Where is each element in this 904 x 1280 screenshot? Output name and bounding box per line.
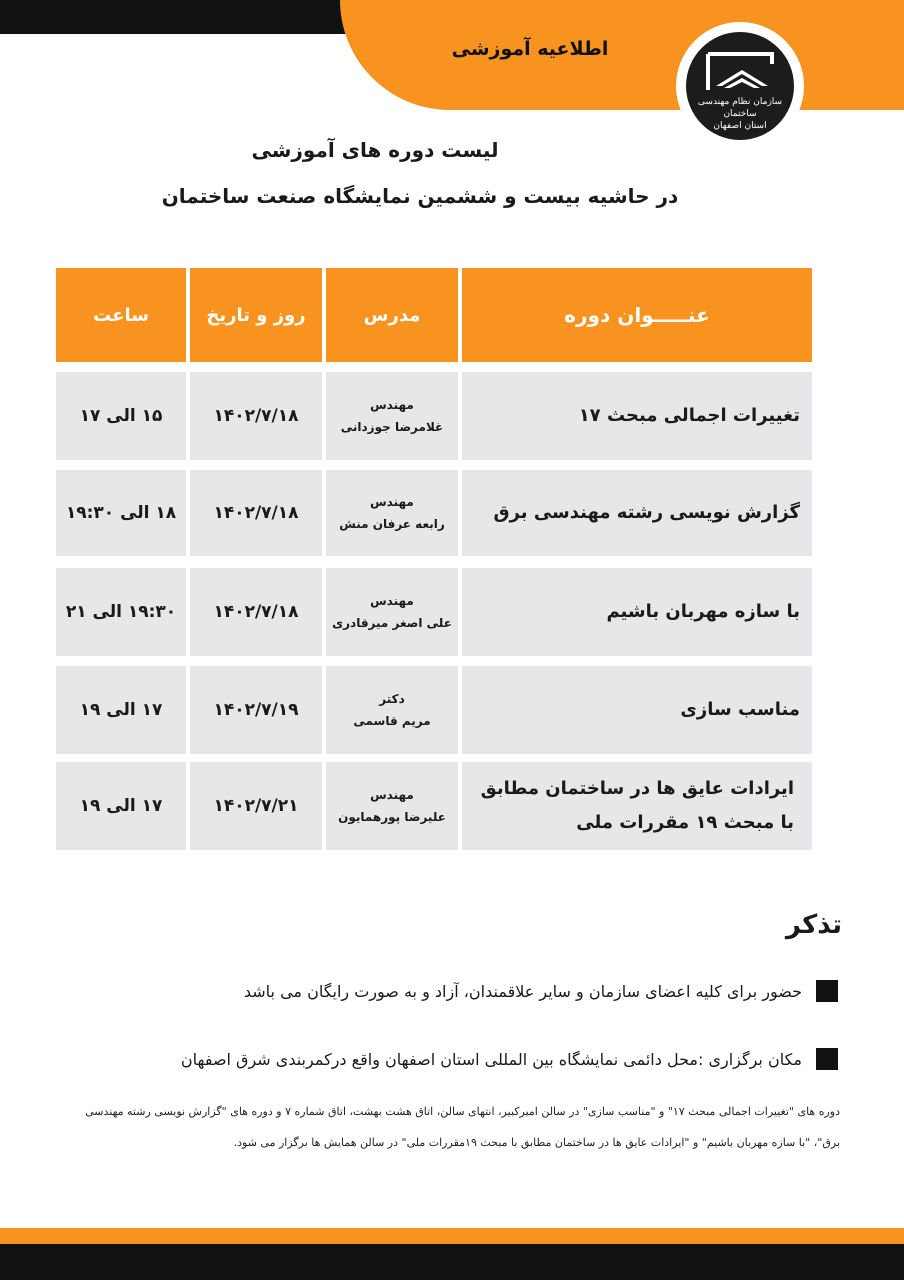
row2-title: گزارش نویسی رشته مهندسی برق — [462, 470, 812, 556]
bullet-square-icon — [816, 980, 838, 1002]
page-title: لیست دوره های آموزشی — [251, 138, 499, 162]
row3-teacher-name: علی اصغر میرقادری — [332, 616, 452, 630]
logo-text-line1: سازمان نظام مهندسی ساختمان — [697, 97, 783, 119]
footer-orange-band — [0, 1228, 904, 1244]
header-time-cell: ساعت — [56, 268, 186, 362]
row3-time: ۱۹:۳۰ الی ۲۱ — [56, 568, 186, 656]
row3-title: با سازه مهربان باشیم — [462, 568, 812, 656]
row5-teacher — [326, 762, 458, 850]
row4-teacher — [326, 666, 458, 754]
row1-teacher-name: غلامرضا جوزدانی — [340, 420, 444, 434]
row5-teacher-title: مهندس — [370, 788, 414, 802]
row1-teacher-title: مهندس — [370, 398, 414, 412]
row5-teacher-name: علیرضا پورهمایون — [338, 810, 446, 824]
row2-date: ۱۴۰۲/۷/۱۸ — [190, 470, 322, 556]
row4-teacher-title: دکتر — [379, 692, 405, 706]
row4-date: ۱۴۰۲/۷/۱۹ — [190, 666, 322, 754]
row1-time: ۱۵ الی ۱۷ — [56, 372, 186, 460]
header-title-cell: عنـــــوان دوره — [462, 268, 812, 362]
reminder-title: تذکر — [785, 910, 842, 940]
row3-teacher-title: مهندس — [370, 594, 414, 608]
row1-teacher — [326, 372, 458, 460]
row4-teacher-name: مریم قاسمی — [353, 714, 431, 728]
row3-teacher — [326, 568, 458, 656]
row2-teacher-name: رابعه عرفان منش — [339, 517, 445, 531]
footer-black-band — [0, 1244, 904, 1280]
row2-teacher — [326, 470, 458, 556]
row1-date: ۱۴۰۲/۷/۱۸ — [190, 372, 322, 460]
header-teacher-cell: مدرس — [326, 268, 458, 362]
venue-note: دوره های "تغییرات اجمالی مبحث ۱۷" و "مناسب سازی" در سالن امیرکبیر، انتهای سالن، اتاق هشت بهشت، اتاق شماره ۷ و دوره های "گزارش نویسی رشته مهندسی برق"، "با سازه مهربان باشیم" و "ایرادات عایق ها در ساختمان مطابق با مبحث ۱۹مقررات ملی" در سالن همایش ها برگزار می شود. — [85, 1105, 840, 1149]
row4-time: ۱۷ الی ۱۹ — [56, 666, 186, 754]
row3-date: ۱۴۰۲/۷/۱۸ — [190, 568, 322, 656]
row5-date: ۱۴۰۲/۷/۲۱ — [190, 762, 322, 850]
notice-title: اطلاعیه آموزشی — [451, 38, 609, 60]
row2-teacher-title: مهندس — [370, 495, 414, 509]
row5-title: ایرادات عایق ها در ساختمان مطابق با مبحث ۱۹ مقررات ملی — [462, 762, 812, 850]
reminder-item-1 — [244, 980, 838, 1002]
reminder-item-2-text: مکان برگزاری :محل دائمی نمایشگاه بین المللی استان اصفهان واقع درکمربندی شرق اصفهان — [180, 1049, 802, 1069]
row4-title: مناسب سازی — [462, 666, 812, 754]
row1-title: تغییرات اجمالی مبحث ۱۷ — [462, 372, 812, 460]
bullet-square-icon — [816, 1048, 838, 1070]
organization-logo — [686, 32, 794, 140]
page-subtitle: در حاشیه بیست و ششمین نمایشگاه صنعت ساختمان — [161, 184, 679, 208]
reminder-item-2 — [181, 1048, 838, 1070]
reminder-item-1-text: حضور برای کلیه اعضای سازمان و سایر علاقمندان، آزاد و به صورت رایگان می باشد — [243, 981, 802, 1001]
row2-time: ۱۸ الی ۱۹:۳۰ — [56, 470, 186, 556]
row5-time: ۱۷ الی ۱۹ — [56, 762, 186, 850]
logo-text-line2: استان اصفهان — [713, 121, 767, 131]
header-date-cell: روز و تاریخ — [190, 268, 322, 362]
